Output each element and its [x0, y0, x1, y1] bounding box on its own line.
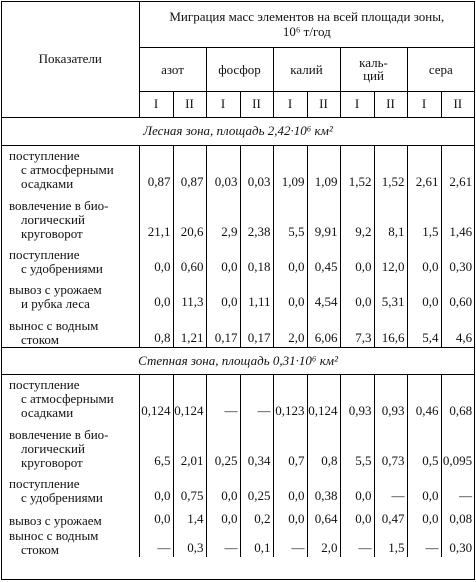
value-cell: 0,03	[240, 145, 273, 191]
value-cell: 20,6	[173, 191, 206, 241]
row-label	[2, 191, 139, 241]
value-cell: 0,60	[173, 241, 206, 276]
value-cell: 2,0	[273, 311, 307, 347]
value-cell: 0,75	[173, 470, 206, 505]
row-label-line-wrap	[9, 297, 139, 311]
section-title: Лесная зона, площадь 2,42·10⁶ км²	[2, 117, 474, 145]
value-cell: 0,0	[206, 470, 240, 505]
row-label-line: поступление	[9, 247, 80, 262]
value-cell: 0,03	[206, 145, 240, 191]
row-label-line-wrap	[9, 163, 139, 177]
value-cell: 1,52	[340, 145, 374, 191]
element-header-nitrogen: азот	[139, 47, 206, 91]
row-label-line: и рубка леса	[21, 296, 90, 311]
sub-header-i: I	[340, 91, 374, 117]
row-label-line-wrap	[9, 442, 139, 456]
value-cell: 9,91	[307, 191, 340, 241]
value-cell: 0,08	[441, 505, 474, 528]
value-cell: 1,11	[240, 276, 273, 311]
value-cell: 0,46	[407, 374, 441, 420]
value-cell: 0,7	[273, 420, 307, 470]
sub-header-ii: II	[441, 91, 474, 117]
value-cell: 0,124	[173, 374, 206, 420]
value-cell: 2,61	[407, 145, 441, 191]
row-label-line-wrap	[9, 491, 139, 505]
row-label	[2, 276, 139, 311]
sub-header-ii: II	[240, 91, 273, 117]
migration-title-line1: Миграция масс элементов на всей площади зоны,	[169, 9, 445, 25]
value-cell: 0,1	[240, 528, 273, 557]
row-label-line-wrap	[9, 543, 139, 557]
value-cell: 5,5	[273, 191, 307, 241]
migration-header	[139, 2, 474, 47]
value-cell: 2,9	[206, 191, 240, 241]
row-label-line: осадками	[21, 176, 74, 191]
value-cell: 0,0	[340, 276, 374, 311]
row-label-line: осадками	[21, 405, 74, 420]
row-label-line-wrap	[9, 333, 139, 347]
value-cell: —	[273, 528, 307, 557]
value-cell: 0,17	[206, 311, 240, 347]
element-header-phosphorus: фосфор	[206, 47, 273, 91]
row-label-line-wrap	[9, 213, 139, 227]
value-cell: —	[206, 374, 240, 420]
row-label-line: вовлечение в био-	[9, 198, 109, 213]
value-cell: 0,123	[273, 374, 307, 420]
row-label-line-wrap	[9, 227, 139, 241]
value-cell: 8,1	[374, 191, 407, 241]
table-row	[2, 505, 474, 528]
row-label	[2, 241, 139, 276]
row-label-line: с атмосферными	[21, 162, 114, 177]
row-label-line: логический	[21, 441, 85, 456]
sub-header-i: I	[273, 91, 307, 117]
value-cell: 0,0	[340, 241, 374, 276]
value-cell: 0,0	[273, 470, 307, 505]
sub-header-ii: II	[173, 91, 206, 117]
row-label-line-wrap	[9, 283, 139, 297]
value-cell: 0,47	[374, 505, 407, 528]
value-cell: 1,52	[374, 145, 407, 191]
row-label-line: вынос с водным	[9, 317, 99, 333]
value-cell: 1,09	[273, 145, 307, 191]
table-row	[2, 528, 474, 557]
row-label-line: с удобрениями	[21, 490, 103, 505]
element-header-potassium: калий	[273, 47, 340, 91]
value-cell: 0,0	[206, 505, 240, 528]
value-cell: —	[206, 528, 240, 557]
sections-body	[2, 117, 474, 557]
value-cell: —	[407, 528, 441, 557]
value-cell: 0,0	[273, 276, 307, 311]
value-cell: 0,3	[173, 528, 206, 557]
value-cell: 1,46	[441, 191, 474, 241]
row-label-line: с удобрениями	[21, 261, 103, 276]
row-label	[2, 420, 139, 470]
row-label-line: поступление	[9, 148, 80, 163]
value-cell: 0,30	[441, 241, 474, 276]
value-cell: 9,2	[340, 191, 374, 241]
value-cell: 0,64	[307, 505, 340, 528]
migration-table	[2, 2, 474, 557]
value-cell: 2,61	[441, 145, 474, 191]
value-cell: 0,18	[240, 241, 273, 276]
row-label	[2, 528, 139, 557]
value-cell: 5,4	[407, 311, 441, 347]
row-label-line-wrap	[9, 456, 139, 470]
row-label-line-wrap	[9, 428, 139, 442]
value-cell: 0,0	[206, 241, 240, 276]
sub-header-i: I	[407, 91, 441, 117]
value-cell: 5,31	[374, 276, 407, 311]
value-cell: 4,54	[307, 276, 340, 311]
row-label-line: вовлечение в био-	[9, 427, 109, 442]
value-cell: 0,0	[407, 470, 441, 505]
row-label-line-wrap	[9, 177, 139, 191]
value-cell: 0,87	[173, 145, 206, 191]
table-row	[2, 470, 474, 505]
value-cell: 0,8	[307, 420, 340, 470]
value-cell: 0,0	[139, 241, 173, 276]
value-cell: —	[374, 470, 407, 505]
section-title: Степная зона, площадь 0,31·10⁶ км²	[2, 347, 474, 374]
row-label	[2, 374, 139, 420]
indicator-label: Показатели	[38, 51, 102, 67]
row-label-line-wrap	[9, 406, 139, 420]
row-label-line: стоком	[21, 542, 59, 557]
value-cell: 0,0	[139, 505, 173, 528]
value-cell: 1,5	[407, 191, 441, 241]
element-header-calcium: каль- ций	[340, 47, 407, 91]
row-label	[2, 470, 139, 505]
row-label-line-wrap	[9, 392, 139, 406]
element-header-sulfur: сера	[407, 47, 474, 91]
row-label-line-wrap	[9, 319, 139, 333]
value-cell: 0,45	[307, 241, 340, 276]
value-cell: 0,25	[206, 420, 240, 470]
value-cell: 4,6	[441, 311, 474, 347]
value-cell: 0,93	[340, 374, 374, 420]
value-cell: 0,8	[139, 311, 173, 347]
value-cell: 0,0	[407, 241, 441, 276]
row-label-line: вывоз с урожаем	[9, 282, 102, 297]
row-label-line-wrap	[9, 262, 139, 276]
data-table-frame	[1, 1, 475, 580]
value-cell: 0,095	[441, 420, 474, 470]
value-cell: 0,0	[340, 470, 374, 505]
row-label-line: вывоз с урожаем	[9, 513, 102, 528]
table-row	[2, 145, 474, 191]
value-cell: 0,0	[340, 505, 374, 528]
value-cell: 12,0	[374, 241, 407, 276]
sub-header-ii: II	[374, 91, 407, 117]
sub-header-ii: II	[307, 91, 340, 117]
value-cell: 0,0	[407, 276, 441, 311]
row-label-line: круговорот	[21, 455, 83, 470]
value-cell: 1,21	[173, 311, 206, 347]
value-cell: 6,06	[307, 311, 340, 347]
value-cell: 5,5	[340, 420, 374, 470]
row-label-line: поступление	[9, 377, 80, 392]
value-cell: 0,34	[240, 420, 273, 470]
value-cell: 21,1	[139, 191, 173, 241]
value-cell: 0,124	[139, 374, 173, 420]
value-cell: 0,2	[240, 505, 273, 528]
value-cell: 0,30	[441, 528, 474, 557]
row-label-line: с атмосферными	[21, 391, 114, 406]
row-label-line-wrap	[9, 477, 139, 491]
row-label-line-wrap	[9, 529, 139, 543]
value-cell: 0,0	[139, 276, 173, 311]
value-cell: 0,17	[240, 311, 273, 347]
value-cell: 0,68	[441, 374, 474, 420]
migration-title-line2: 10⁶ т/год	[282, 24, 331, 40]
value-cell: 0,0	[273, 505, 307, 528]
value-cell: 0,5	[407, 420, 441, 470]
value-cell: 11,3	[173, 276, 206, 311]
table-row	[2, 374, 474, 420]
table-row	[2, 191, 474, 241]
table-row	[2, 276, 474, 311]
value-cell: 1,5	[374, 528, 407, 557]
row-label-line: поступление	[9, 476, 80, 491]
value-cell: 1,09	[307, 145, 340, 191]
row-label	[2, 505, 139, 528]
value-cell: 2,38	[240, 191, 273, 241]
value-cell: 2,01	[173, 420, 206, 470]
indicator-column-header	[2, 2, 139, 117]
value-cell: 6,5	[139, 420, 173, 470]
row-label	[2, 311, 139, 347]
sub-header-i: I	[206, 91, 240, 117]
sub-header-i: I	[139, 91, 173, 117]
row-label	[2, 145, 139, 191]
row-label-line: логический	[21, 212, 85, 227]
table-row	[2, 241, 474, 276]
value-cell: 0,0	[206, 276, 240, 311]
value-cell: 0,25	[240, 470, 273, 505]
row-label-line: стоком	[21, 331, 59, 347]
value-cell: 0,38	[307, 470, 340, 505]
row-label-line: вынос с водным	[9, 528, 99, 543]
row-label-line: круговорот	[21, 226, 83, 241]
value-cell: 0,60	[441, 276, 474, 311]
value-cell: 16,6	[374, 311, 407, 347]
value-cell: 2,0	[307, 528, 340, 557]
value-cell: 0,87	[139, 145, 173, 191]
value-cell: 1,4	[173, 505, 206, 528]
value-cell: —	[240, 374, 273, 420]
table-row	[2, 420, 474, 470]
value-cell: 0,0	[273, 241, 307, 276]
value-cell: 0,73	[374, 420, 407, 470]
table-row	[2, 311, 474, 347]
row-label-line-wrap	[9, 199, 139, 213]
value-cell: —	[139, 528, 173, 557]
row-label-line-wrap	[9, 149, 139, 163]
row-label-line-wrap	[9, 248, 139, 262]
value-cell: 0,0	[407, 505, 441, 528]
value-cell: —	[441, 470, 474, 505]
value-cell: 0,0	[139, 470, 173, 505]
value-cell: 0,124	[307, 374, 340, 420]
value-cell: 0,93	[374, 374, 407, 420]
value-cell: —	[340, 528, 374, 557]
row-label-line-wrap	[9, 514, 139, 528]
value-cell: 7,3	[340, 311, 374, 347]
row-label-line-wrap	[9, 378, 139, 392]
